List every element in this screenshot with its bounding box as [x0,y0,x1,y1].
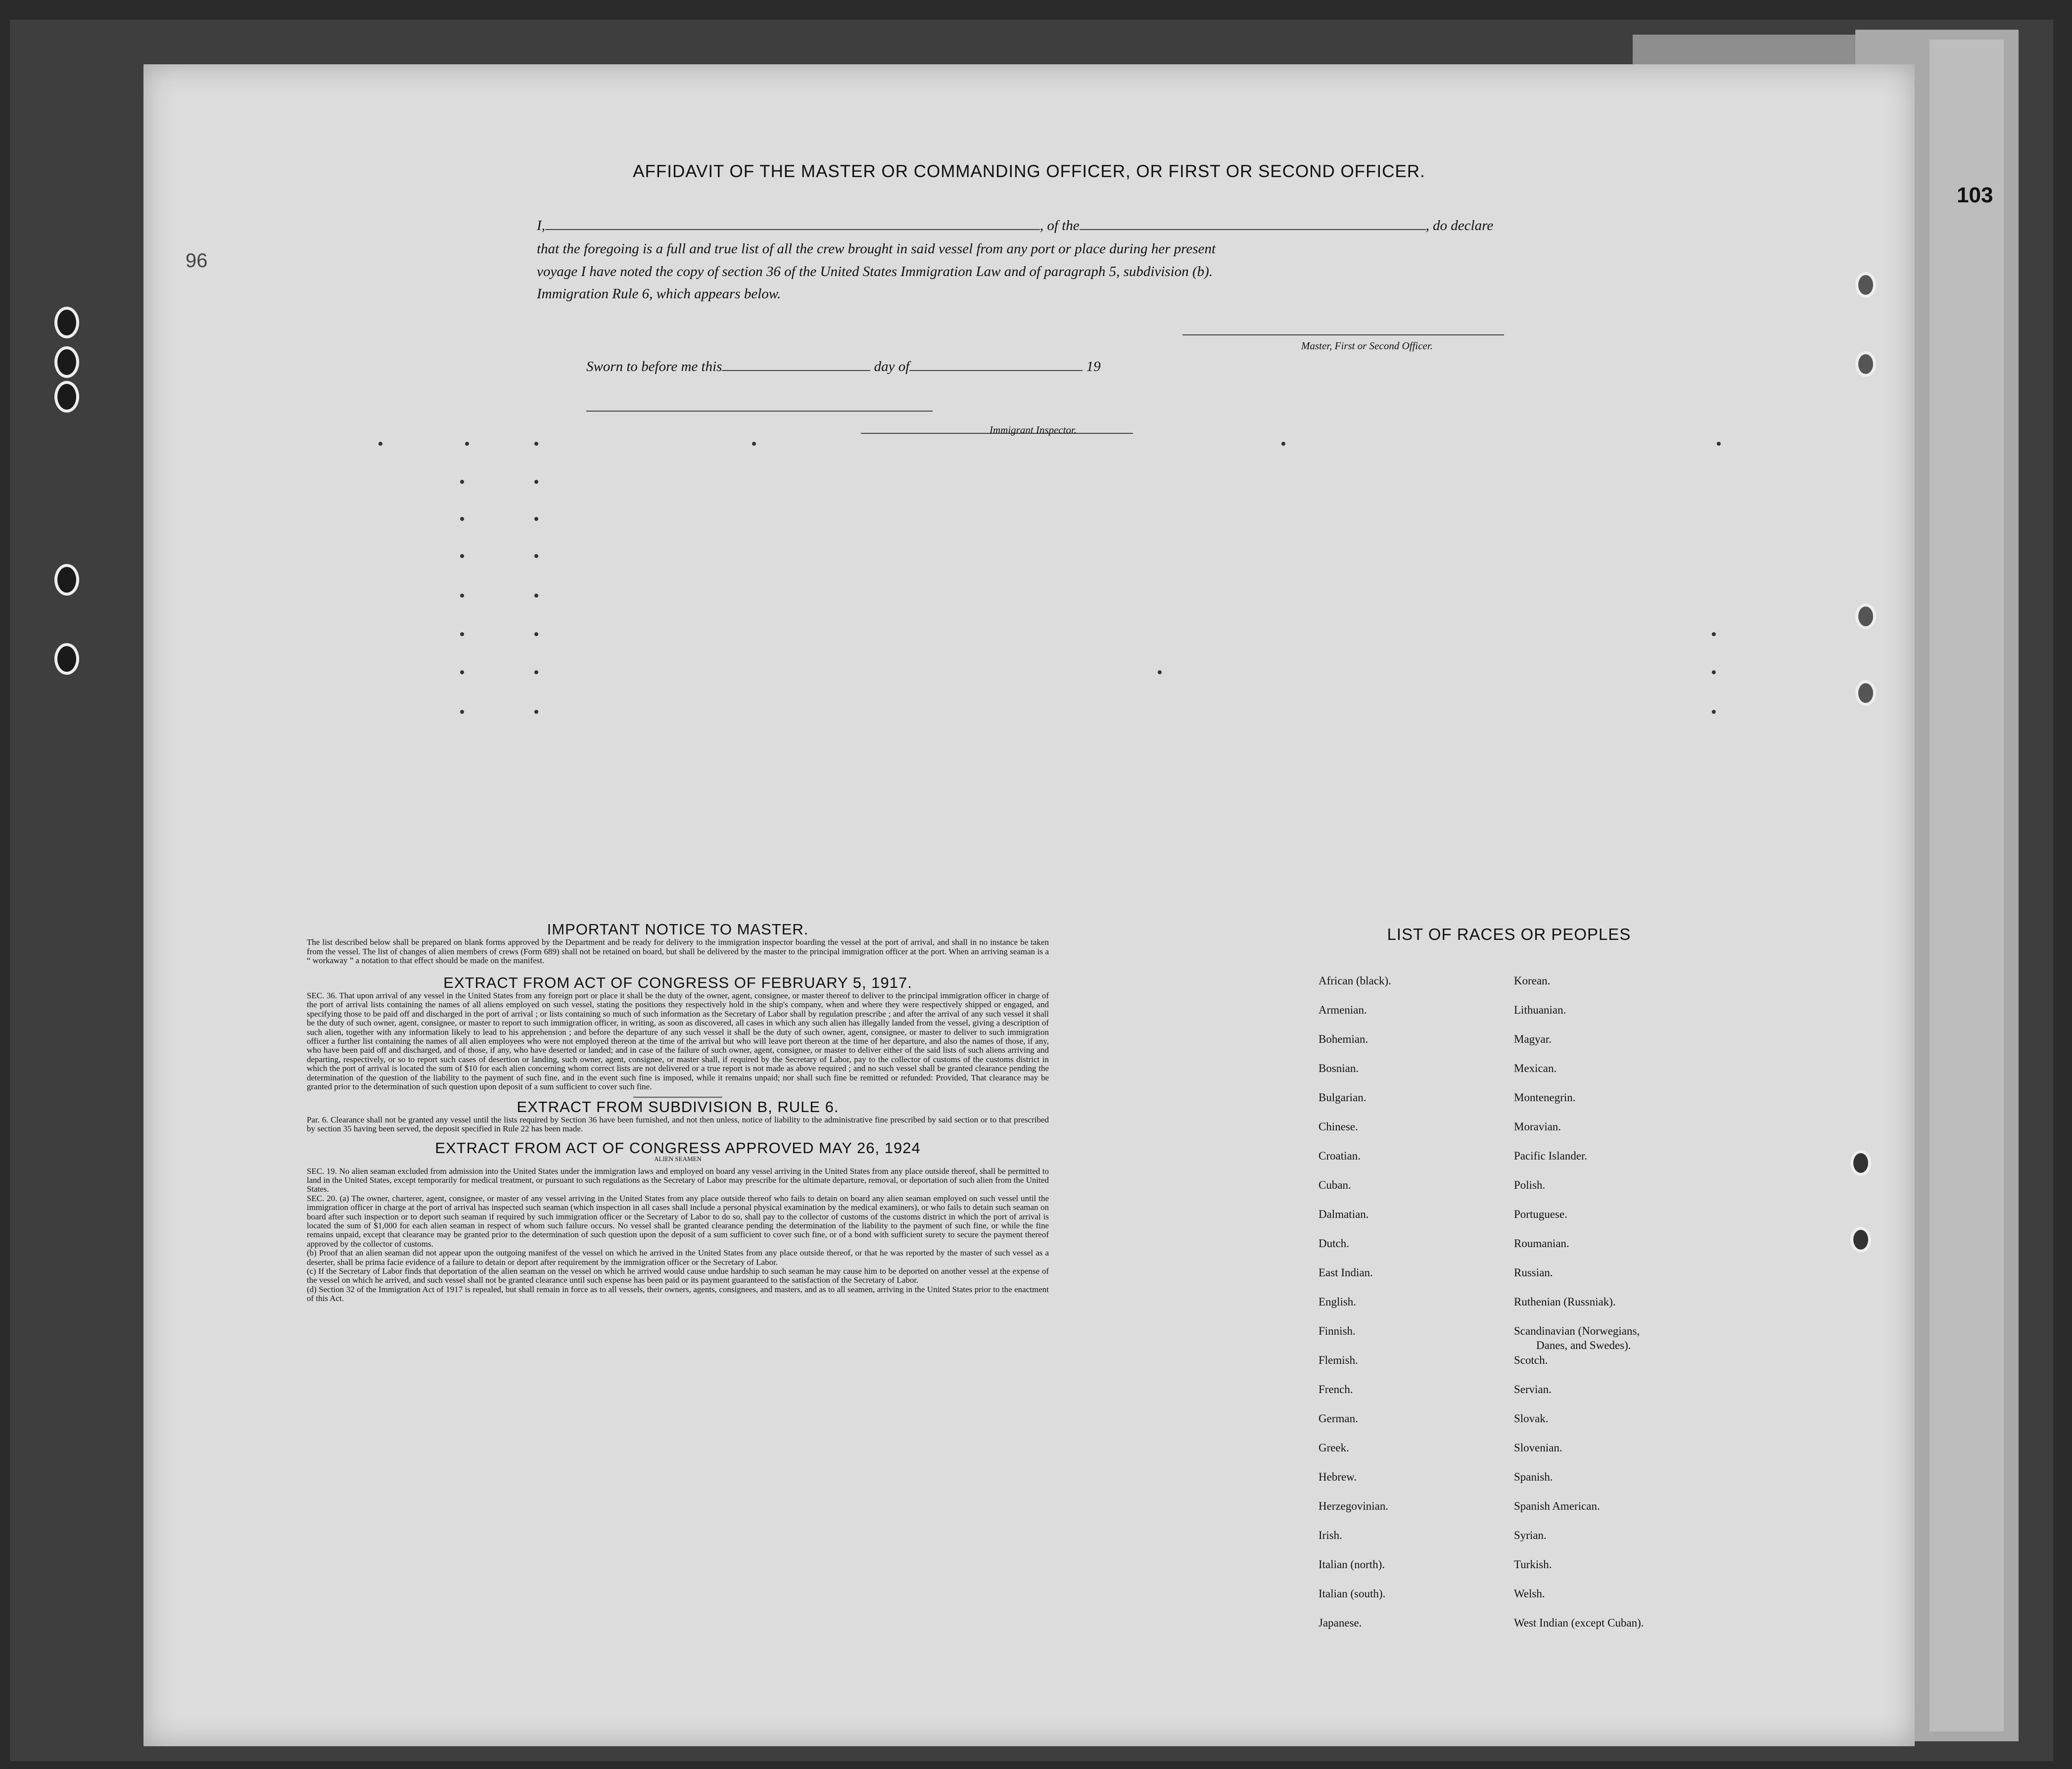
race-item: Slovenian. [1514,1442,1562,1454]
signature-caption: Master, First or Second Officer. [1301,340,1433,352]
ring-hole [1850,1227,1871,1253]
race-item: Armenian. [1319,1004,1367,1016]
extract2-body: Par. 6. Clearance shall not be granted any vessel until the lists required by Section 36 have been furnished, and not then unless, notice of liability to the administrative fine prescribed by said section or to that prescribed by section 35 having been served, the deposit specified in Rule 22 has been made. [307,1115,1049,1134]
race-item: African (black). [1319,975,1391,987]
extract3-subtitle: ALIEN SEAMEN [654,1155,702,1163]
race-item: Moravian. [1514,1120,1561,1133]
affidavit-title: AFFIDAVIT OF THE MASTER OR COMMANDING OFFICER, OR FIRST OR SECOND OFFICER. [633,162,1425,181]
race-item: East Indian. [1319,1266,1373,1279]
signature-line[interactable] [1182,334,1504,335]
race-item: Bulgarian. [1319,1091,1366,1104]
ring-hole [1855,272,1876,298]
extract2-title: EXTRACT FROM SUBDIVISION B, RULE 6. [517,1098,839,1116]
sworn-line [586,359,1101,375]
affidavit-i: I, [537,218,545,233]
punch-hole [54,346,79,378]
affidavit-declare: , do declare [1425,218,1494,233]
extract3-sec20b: (b) Proof that an alien seaman did not appear upon the outgoing manifest of the vessel on which he arrived in the United States from any place outside thereof, or that he was reported by the master of such vessel as a deserter, shall be prima facie evidence of a failure to detain or deport after requirement by the immigration officer or the Secretary of Labor. [307,1248,1049,1267]
race-item: Welsh. [1514,1587,1545,1600]
race-item: Polish. [1514,1179,1546,1191]
affidavit-of-the: , of the [1039,218,1080,233]
sworn-prefix: Sworn to before me this [586,359,722,374]
race-item: Herzegovinian. [1319,1500,1389,1512]
extract3-sec20c: (c) If the Secretary of Labor finds that deportation of the alien seaman on the vessel on which he arrived would cause undue hardship to such seaman he may cause him to be deported on another vessel at the expense of the vessel on which he arrived, and such vessel shall not be granted clearance until such expense has been paid or its payment guaranteed to the satisfaction of the Secretary of Labor. [307,1266,1049,1285]
sworn-day: day of [874,359,910,374]
inspector-signature-line[interactable] [586,411,933,412]
race-item: Spanish American. [1514,1500,1600,1512]
race-item: West Indian (except Cuban). [1514,1617,1644,1629]
ring-hole [1855,680,1876,706]
races-left-column [1319,975,1391,1646]
punch-hole [54,564,79,596]
notice-title: IMPORTANT NOTICE TO MASTER. [547,921,809,938]
document-page [143,64,1915,1746]
race-item: Montenegrin. [1514,1091,1576,1104]
race-item: Mexican. [1514,1062,1557,1074]
race-item: Pacific Islander. [1514,1150,1588,1162]
race-item: Chinese. [1319,1120,1358,1133]
name-field[interactable] [545,229,1040,230]
race-item: Finnish. [1319,1325,1356,1337]
race-item: Scandinavian (Norwegians, [1514,1325,1640,1337]
sworn-month-field[interactable] [909,370,1083,371]
race-item: Irish. [1319,1529,1342,1541]
inspector-caption: Immigrant Inspector. [989,424,1077,436]
race-item: Hebrew. [1319,1471,1357,1483]
divider [633,1097,722,1098]
punch-hole [54,381,79,413]
race-item: Bosnian. [1319,1062,1359,1074]
race-item: Danes, and Swedes). [1536,1339,1631,1351]
punch-hole [54,307,79,338]
race-item: Italian (south). [1319,1587,1386,1600]
affidavit-line-3: voyage I have noted the copy of section 36 of the United States Immigration Law and of paragraph 5, subdivision (b). [537,264,1213,279]
races-title: LIST OF RACES OR PEOPLES [1387,925,1631,943]
extract3-sec20d: (d) Section 32 of the Immigration Act of 1917 is repealed, but shall remain in force as to all vessels, their owners, agents, consignees, and masters, and as to all seamen, arriving in the United States prior to the enactment of this Act. [307,1284,1049,1303]
corner-mark: 96 [186,250,208,272]
race-item: Japanese. [1319,1617,1362,1629]
ring-hole [1855,351,1876,377]
race-item: Russian. [1514,1266,1553,1279]
race-item: Greek. [1319,1442,1349,1454]
page-number: 103 [1957,183,1993,207]
affidavit-line-1 [537,218,1493,234]
race-item: Servian. [1514,1383,1552,1396]
vessel-field[interactable] [1080,229,1426,230]
extract3-title: EXTRACT FROM ACT OF CONGRESS APPROVED MAY 26, 1924 [435,1139,921,1157]
race-item: Dalmatian. [1319,1208,1369,1220]
race-item: Turkish. [1514,1558,1552,1571]
background-sheet [1930,40,2004,1731]
race-item: Roumanian. [1514,1237,1569,1250]
extract1-title: EXTRACT FROM ACT OF CONGRESS OF FEBRUARY 5, 1917. [443,974,912,991]
race-item: Ruthenian (Russniak). [1514,1296,1616,1308]
race-item: Syrian. [1514,1529,1547,1541]
ring-hole [1855,604,1876,629]
race-item: Cuban. [1319,1179,1351,1191]
race-item: Scotch. [1514,1354,1548,1366]
race-item: Dutch. [1319,1237,1349,1250]
punch-hole [54,643,79,675]
race-item: Korean. [1514,975,1551,987]
ring-hole [1850,1150,1871,1176]
race-item: Magyar. [1514,1033,1552,1045]
race-item: Croatian. [1319,1150,1361,1162]
race-item: Lithuanian. [1514,1004,1566,1016]
sworn-year: 19 [1086,359,1101,374]
race-item: Portuguese. [1514,1208,1567,1220]
races-right-column [1514,975,1644,1646]
affidavit-line-4: Immigration Rule 6, which appears below. [537,286,781,302]
sworn-date-field[interactable] [722,370,870,371]
race-item: Spanish. [1514,1471,1553,1483]
race-item: Flemish. [1319,1354,1358,1366]
extract1-body: SEC. 36. That upon arrival of any vessel in the United States from any foreign port or place it shall be the duty of the owner, agent, consignee, or master thereof to deliver to the principal immigration officer in charge of the port of arrival lists containing the names of all aliens employed on such vessel, stating the positions they respectively hold in the ship's company, when and where they were respectively shipped or engaged, and specifying those to be paid off and discharged in the port of arrival ; or lists containing so much of such information as the Secretary of Labor shall by regulation prescribe ; and after the arrival of any such vessel it shall be the duty of such owner, agent, consignee, or master to report to such immigration officer, in writing, as soon as discovered, all cases in which any such alien has illegally landed from the vessel, giving a description of such alien, together with any information likely to lead to his apprehension ; and before the departure of any such vessel it shall be the duty of such owner, agent, consignee, or master to deliver to such immigration officer a further list containing the names of all alien employees who were not employed thereon at the time of the arrival but who will leave port thereon at the time of her departure, and also the names of those, if any, who have been paid off and discharged, and of those, if any, who have deserted or landed; and in case of the failure of such owner, agent, consignee, or master to deliver either of the said lists of such aliens arriving and departing, respectively, or so to report such cases of desertion or landing, such owner, agent, consignee, or master shall, if required by the Secretary of Labor, pay to the collector of customs of the customs district in which the port of arrival is located the sum of $10 for each alien concerning whom correct lists are not delivered or a true report is not made as above required ; and no such vessel shall be granted clearance pending the determination of the question of the liability to the payment of such fine, and in the event such fine is imposed, while it remains unpaid; nor shall such fine be remitted or refunded: Provided, That clearance may be granted prior to the determination of such question upon deposit of a sum sufficient to cover such fine. [307,991,1049,1092]
race-item: Italian (north). [1319,1558,1385,1571]
extract3-sec20a: SEC. 20. (a) The owner, charterer, agent, consignee, or master of any vessel arriving in the United States from any place outside thereof who fails to detain on board any alien seaman employed on such vessel until the immigration officer in charge at the port of arrival has inspected such seaman (which inspection in all cases shall include a personal physical examination by the medical examiners), or who fails to detain such seaman on board after such inspection or to deport such seaman if required by such immigration officer or the Secretary of Labor to do so, shall pay to the collector of customs of the customs district in which the port of arrival is located the sum of $1,000 for each alien seaman in respect of whom such failure occurs. No vessel shall be granted clearance pending the determination of the liability to the payment of such fine, or while the fine remains unpaid, except that clearance may be granted prior to the determination of such question upon the deposit of a sum sufficient to cover such fine, or of a bond with sufficient surety to secure the payment thereof approved by the collector of customs. [307,1193,1049,1249]
race-item: German. [1319,1412,1358,1425]
race-item: Bohemian. [1319,1033,1368,1045]
race-item: English. [1319,1296,1357,1308]
race-item: French. [1319,1383,1353,1396]
notice-section [307,921,1049,1303]
extract3-sec19: SEC. 19. No alien seaman excluded from admission into the United States under the immigration laws and employed on board any vessel arriving in the United States from any place outside thereof, shall be permitted to land in the United States, except temporarily for medical treatment, or pursuant to such regulations as the Secretary of Labor may prescribe for the ultimate departure, removal, or deportation of such alien from the United States. [307,1166,1049,1194]
affidavit-line-2: that the foregoing is a full and true list of all the crew brought in said vessel from any port or place during her present [537,241,1216,257]
notice-body: The list described below shall be prepared on blank forms approved by the Department and be ready for delivery to the immigration inspector boarding the vessel at the port of arrival, and shall in no instance be taken from the vessel. The list of changes of alien members of crews (Form 689) shall not be retained on board, but shall be delivered by the master to the principal immigration officer at the port. When an arriving seaman is a “ workaway ” a notation to that effect should be made on the manifest. [307,937,1049,966]
race-item: Slovak. [1514,1412,1549,1425]
